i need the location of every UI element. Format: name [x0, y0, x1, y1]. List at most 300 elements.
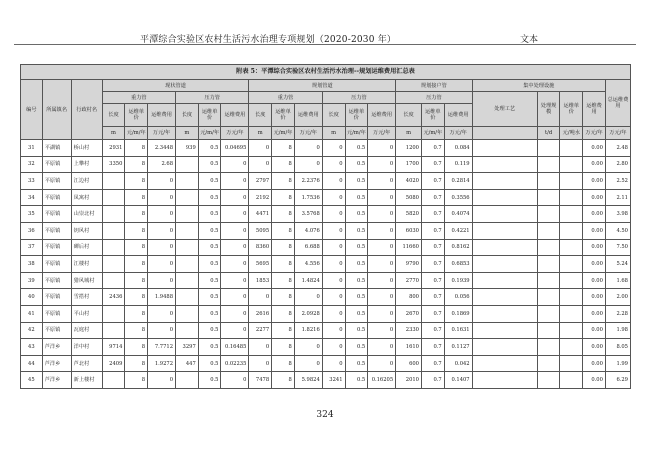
table-cell-c15: 0.6853 [444, 256, 472, 273]
table-cell-c2: 8 [125, 239, 148, 256]
table-cell-c6: 0 [221, 272, 249, 289]
table-cell-c14: 0.7 [421, 189, 444, 206]
table-cell-c7: 4471 [249, 206, 272, 223]
table-cell-town: 平原镇 [42, 305, 71, 322]
table-cell-c11: 0.5 [345, 189, 368, 206]
table-cell-c13: 5080 [396, 189, 422, 206]
table-cell-no: 31 [21, 140, 43, 157]
u-m: m [102, 127, 125, 140]
table-cell-no: 42 [21, 322, 43, 339]
table-cell-c13: 9790 [396, 256, 422, 273]
table-cell-c11: 0.5 [345, 173, 368, 190]
u-yuan-m: 元/m/年 [198, 127, 221, 140]
table-cell-c14: 0.7 [421, 239, 444, 256]
table-cell-c1 [102, 189, 125, 206]
table-cell-c12: 0 [368, 206, 396, 223]
table-cell-c18 [560, 256, 583, 273]
table-cell-c10: 0 [322, 305, 345, 322]
table-cell-c17 [537, 189, 560, 206]
table-row [21, 305, 631, 322]
table-cell-c18 [560, 173, 583, 190]
table-cell-c19: 0.00 [583, 339, 606, 356]
table-cell-c17 [537, 222, 560, 239]
table-cell-c17 [537, 173, 560, 190]
table-cell-c2: 8 [125, 222, 148, 239]
col-facility-om-cost: 运维费用 [583, 92, 606, 127]
table-cell-c8: 8 [272, 189, 295, 206]
col-planned-pipes: 规划管道 [249, 80, 396, 92]
table-cell-c20: 2.11 [605, 189, 630, 206]
table-cell-c19: 0.00 [583, 140, 606, 157]
table-row [21, 289, 631, 306]
table-cell-c7: 0 [249, 339, 272, 356]
table-cell-c20: 8.05 [605, 339, 630, 356]
table-cell-c8: 8 [272, 156, 295, 173]
table-cell-c7: 5095 [249, 222, 272, 239]
table-cell-c9: 5.9824 [294, 372, 322, 389]
u-m: m [249, 127, 272, 140]
table-cell-c19: 0.00 [583, 206, 606, 223]
table-row [21, 140, 631, 157]
table-cell-c16 [472, 206, 537, 223]
table-cell-c6: 0 [221, 222, 249, 239]
h-om-cost: 运维费用 [444, 104, 472, 127]
table-cell-c5: 0.5 [198, 222, 221, 239]
table-cell-c1 [102, 222, 125, 239]
table-container [20, 64, 631, 389]
table-cell-c14: 0.7 [421, 206, 444, 223]
table-cell-c11: 0.5 [345, 222, 368, 239]
table-cell-c4: 447 [176, 355, 199, 372]
table-cell-c8: 8 [272, 173, 295, 190]
table-cell-c15: 0.4221 [444, 222, 472, 239]
table-cell-c5: 0.5 [198, 206, 221, 223]
table-cell-c7: 2616 [249, 305, 272, 322]
table-cell-c13: 6030 [396, 222, 422, 239]
om-cost-summary-table [20, 64, 631, 389]
table-cell-c9: 0 [294, 339, 322, 356]
table-cell-town: 平原镇 [42, 156, 71, 173]
table-cell-c20: 1.98 [605, 322, 630, 339]
table-cell-c16 [472, 355, 537, 372]
table-cell-c17 [537, 289, 560, 306]
table-cell-c4 [176, 239, 199, 256]
table-cell-c18 [560, 156, 583, 173]
table-cell-village: 磹后村 [71, 239, 102, 256]
table-cell-c9: 0 [294, 289, 322, 306]
table-cell-c20: 2.48 [605, 140, 630, 157]
table-cell-c15: 0.119 [444, 156, 472, 173]
table-cell-c8: 8 [272, 339, 295, 356]
table-cell-c15: 0.1631 [444, 322, 472, 339]
table-cell-c12: 0 [368, 305, 396, 322]
table-cell-c8: 8 [272, 140, 295, 157]
table-cell-c2: 8 [125, 140, 148, 157]
table-cell-village: 猎风城村 [71, 272, 102, 289]
table-cell-village: 雪搭村 [71, 289, 102, 306]
table-cell-c14: 0.7 [421, 339, 444, 356]
table-cell-c7: 5695 [249, 256, 272, 273]
table-cell-c18 [560, 355, 583, 372]
table-cell-c14: 0.7 [421, 322, 444, 339]
table-cell-c17 [537, 339, 560, 356]
col-serial: 编号 [21, 80, 43, 140]
u-wan: 万元/年 [444, 127, 472, 140]
table-cell-c4 [176, 272, 199, 289]
table-cell-c2: 8 [125, 189, 148, 206]
table-cell-c12: 0 [368, 322, 396, 339]
table-cell-c13: 4020 [396, 173, 422, 190]
table-cell-town: 平原镇 [42, 239, 71, 256]
table-cell-c4 [176, 189, 199, 206]
table-cell-c7: 7478 [249, 372, 272, 389]
table-cell-c1 [102, 173, 125, 190]
u-yuan-t: 元/吨水 [560, 127, 583, 140]
table-cell-c13: 5820 [396, 206, 422, 223]
table-cell-c15: 0.2814 [444, 173, 472, 190]
table-cell-c18 [560, 206, 583, 223]
col-total-cost: 总运维费用 [605, 80, 630, 127]
page-header [0, 0, 650, 44]
h-unit-cost: 运维单价 [198, 104, 221, 127]
col-planned-house-pipes: 规划接户管 [396, 80, 472, 92]
table-cell-c20: 2.80 [605, 156, 630, 173]
table-cell-c14: 0.7 [421, 156, 444, 173]
table-cell-c11: 0.5 [345, 239, 368, 256]
h-unit-cost: 运维单价 [272, 104, 295, 127]
table-cell-c18 [560, 322, 583, 339]
table-cell-c6: 0 [221, 372, 249, 389]
table-caption: 附表 5：平潭综合实验区农村生活污水治理--规划运维费用汇总表 [21, 65, 631, 80]
table-cell-c20: 7.50 [605, 239, 630, 256]
table-cell-c1: 9714 [102, 339, 125, 356]
table-cell-c16 [472, 272, 537, 289]
table-cell-c5: 0.5 [198, 322, 221, 339]
table-cell-c5: 0.5 [198, 305, 221, 322]
table-cell-c4 [176, 289, 199, 306]
table-cell-c10: 0 [322, 239, 345, 256]
table-cell-c11: 0.5 [345, 289, 368, 306]
table-cell-c11: 0.5 [345, 322, 368, 339]
table-cell-c19: 0.00 [583, 156, 606, 173]
table-cell-c16 [472, 305, 537, 322]
table-cell-c19: 0.00 [583, 239, 606, 256]
table-cell-c10: 0 [322, 189, 345, 206]
table-cell-c17 [537, 372, 560, 389]
table-cell-c13: 1200 [396, 140, 422, 157]
table-cell-c10: 0 [322, 140, 345, 157]
table-cell-c3: 1.9272 [148, 355, 176, 372]
table-cell-c10: 0 [322, 339, 345, 356]
planned-pressure: 压力管 [322, 92, 395, 104]
table-cell-c14: 0.7 [421, 372, 444, 389]
col-facility-unit-cost: 运维单价 [560, 92, 583, 127]
table-cell-c6: 0 [221, 206, 249, 223]
table-cell-no: 33 [21, 173, 43, 190]
table-cell-c10: 0 [322, 272, 345, 289]
table-cell-c15: 0.8162 [444, 239, 472, 256]
table-cell-village: 凤寓村 [71, 189, 102, 206]
existing-gravity: 重力管 [102, 92, 175, 104]
table-cell-c1: 2436 [102, 289, 125, 306]
table-cell-c2: 8 [125, 339, 148, 356]
table-cell-c8: 8 [272, 355, 295, 372]
table-cell-c15: 0.1939 [444, 272, 472, 289]
table-cell-c15: 0.042 [444, 355, 472, 372]
table-row [21, 339, 631, 356]
table-cell-c16 [472, 339, 537, 356]
table-cell-town: 平原镇 [42, 322, 71, 339]
table-cell-town: 芦洋乡 [42, 339, 71, 356]
table-cell-c1 [102, 256, 125, 273]
table-cell-c5: 0.5 [198, 256, 221, 273]
table-cell-c18 [560, 305, 583, 322]
table-cell-c9: 1.8216 [294, 322, 322, 339]
table-cell-c16 [472, 372, 537, 389]
table-cell-c19: 0.00 [583, 256, 606, 273]
table-cell-c12: 0 [368, 256, 396, 273]
table-cell-c11: 0.5 [345, 372, 368, 389]
table-cell-c15: 0.4074 [444, 206, 472, 223]
table-cell-c3: 0 [148, 322, 176, 339]
table-cell-c14: 0.7 [421, 222, 444, 239]
table-cell-c19: 0.00 [583, 289, 606, 306]
table-cell-no: 41 [21, 305, 43, 322]
table-cell-c13: 2670 [396, 305, 422, 322]
table-cell-c7: 2797 [249, 173, 272, 190]
table-cell-c14: 0.7 [421, 173, 444, 190]
table-cell-c13: 600 [396, 355, 422, 372]
table-cell-c16 [472, 239, 537, 256]
table-cell-c19: 0.00 [583, 322, 606, 339]
table-cell-no: 37 [21, 239, 43, 256]
table-cell-c8: 8 [272, 322, 295, 339]
table-row [21, 206, 631, 223]
table-row [21, 322, 631, 339]
table-cell-c2: 8 [125, 206, 148, 223]
table-cell-c16 [472, 222, 537, 239]
table-cell-c6: 0.04695 [221, 140, 249, 157]
table-cell-no: 35 [21, 206, 43, 223]
table-cell-c16 [472, 189, 537, 206]
h-unit-cost: 运维单价 [421, 104, 444, 127]
table-row [21, 222, 631, 239]
table-cell-c6: 0 [221, 189, 249, 206]
h-length: 长度 [102, 104, 125, 127]
col-existing-pipes: 现状管道 [102, 80, 249, 92]
table-cell-c7: 0 [249, 355, 272, 372]
table-cell-c11: 0.5 [345, 140, 368, 157]
table-cell-c16 [472, 289, 537, 306]
table-cell-c18 [560, 289, 583, 306]
table-cell-c2: 8 [125, 156, 148, 173]
col-scale: 处理规模 [537, 92, 560, 127]
table-cell-no: 43 [21, 339, 43, 356]
table-cell-c11: 0.5 [345, 272, 368, 289]
table-cell-c3: 0 [148, 372, 176, 389]
u-yuan-m: 元/m/年 [272, 127, 295, 140]
u-wan: 万元/年 [221, 127, 249, 140]
table-cell-c17 [537, 322, 560, 339]
table-cell-c18 [560, 372, 583, 389]
u-m: m [176, 127, 199, 140]
table-cell-c12: 0 [368, 239, 396, 256]
table-cell-c19: 0.00 [583, 372, 606, 389]
table-cell-c2: 8 [125, 305, 148, 322]
table-cell-c17 [537, 206, 560, 223]
table-cell-no: 32 [21, 156, 43, 173]
table-cell-c3: 0 [148, 206, 176, 223]
table-cell-c3: 0 [148, 272, 176, 289]
table-cell-c20: 6.29 [605, 372, 630, 389]
table-cell-c13: 11660 [396, 239, 422, 256]
table-cell-c18 [560, 189, 583, 206]
table-cell-c15: 0.3556 [444, 189, 472, 206]
table-cell-c6: 0 [221, 289, 249, 306]
table-cell-c8: 8 [272, 222, 295, 239]
table-cell-c3: 2.3448 [148, 140, 176, 157]
table-cell-c10: 0 [322, 355, 345, 372]
table-cell-c1 [102, 372, 125, 389]
table-cell-village: 江边村 [71, 173, 102, 190]
table-cell-c12: 0 [368, 355, 396, 372]
table-cell-c6: 0.02235 [221, 355, 249, 372]
table-cell-c12: 0 [368, 173, 396, 190]
table-cell-c15: 0.1869 [444, 305, 472, 322]
table-cell-c8: 8 [272, 272, 295, 289]
table-cell-c2: 8 [125, 289, 148, 306]
header-rule [14, 44, 636, 45]
h-length: 长度 [322, 104, 345, 127]
page-number: 324 [316, 410, 334, 420]
table-cell-c20: 2.52 [605, 173, 630, 190]
table-cell-c19: 0.00 [583, 355, 606, 372]
table-cell-c4 [176, 173, 199, 190]
col-central-facility: 集中处理设施 [472, 80, 605, 92]
table-cell-c1: 3350 [102, 156, 125, 173]
table-cell-c4 [176, 256, 199, 273]
table-cell-c9: 3.5768 [294, 206, 322, 223]
u-yuan-m: 元/m/年 [421, 127, 444, 140]
table-cell-c1 [102, 305, 125, 322]
h-length: 长度 [176, 104, 199, 127]
table-cell-c4 [176, 305, 199, 322]
table-cell-c3: 0 [148, 239, 176, 256]
table-cell-c5: 0.5 [198, 339, 221, 356]
u-m: m [322, 127, 345, 140]
table-cell-c4 [176, 372, 199, 389]
table-cell-c12: 0 [368, 156, 396, 173]
table-cell-town: 平原镇 [42, 289, 71, 306]
table-cell-c8: 8 [272, 239, 295, 256]
h-unit-cost: 运维单价 [125, 104, 148, 127]
table-cell-c10: 0 [322, 206, 345, 223]
table-cell-c12: 0 [368, 272, 396, 289]
table-cell-c16 [472, 156, 537, 173]
h-length: 长度 [249, 104, 272, 127]
table-cell-c4 [176, 222, 199, 239]
table-cell-c17 [537, 156, 560, 173]
table-cell-c18 [560, 272, 583, 289]
table-cell-c1: 2409 [102, 355, 125, 372]
u-t: t/d [537, 127, 560, 140]
table-row [21, 173, 631, 190]
col-town: 所属镇名 [42, 80, 71, 140]
table-cell-c6: 0 [221, 156, 249, 173]
table-cell-c4 [176, 156, 199, 173]
table-cell-c3: 0 [148, 222, 176, 239]
table-cell-c8: 8 [272, 206, 295, 223]
table-cell-c19: 0.00 [583, 305, 606, 322]
table-cell-c8: 8 [272, 305, 295, 322]
table-cell-no: 39 [21, 272, 43, 289]
table-cell-c9: 1.7536 [294, 189, 322, 206]
table-cell-c12: 0 [368, 140, 396, 157]
document-title: 平潭综合实验区农村生活污水治理专项规划（2020-2030 年） [140, 35, 397, 45]
table-cell-no: 45 [21, 372, 43, 389]
table-cell-c4: 939 [176, 140, 199, 157]
table-cell-c7: 0 [249, 289, 272, 306]
table-cell-c6: 0 [221, 305, 249, 322]
u-wan: 万元/年 [605, 127, 630, 140]
table-cell-c16 [472, 322, 537, 339]
table-cell-c3: 0 [148, 189, 176, 206]
table-cell-c6: 0 [221, 256, 249, 273]
table-cell-c17 [537, 355, 560, 372]
table-cell-c20: 2.00 [605, 289, 630, 306]
table-row [21, 239, 631, 256]
table-cell-c7: 8360 [249, 239, 272, 256]
table-cell-village: 芦北村 [71, 355, 102, 372]
table-cell-no: 44 [21, 355, 43, 372]
table-cell-village: 山崇北村 [71, 206, 102, 223]
table-cell-c11: 0.5 [345, 206, 368, 223]
u-yuan-m: 元/m/年 [125, 127, 148, 140]
table-cell-village: 洋中村 [71, 339, 102, 356]
house-pressure: 压力管 [396, 92, 472, 104]
table-cell-village: 江楼村 [71, 256, 102, 273]
table-cell-c5: 0.5 [198, 272, 221, 289]
table-cell-c1 [102, 206, 125, 223]
table-cell-c2: 8 [125, 272, 148, 289]
h-om-cost: 运维费用 [221, 104, 249, 127]
table-cell-c10: 0 [322, 289, 345, 306]
table-cell-c13: 1610 [396, 339, 422, 356]
table-cell-c7: 0 [249, 140, 272, 157]
table-cell-c2: 8 [125, 256, 148, 273]
table-row [21, 272, 631, 289]
table-cell-town: 平原镇 [42, 256, 71, 273]
table-cell-c10: 0 [322, 173, 345, 190]
table-cell-c1 [102, 272, 125, 289]
table-cell-c3: 7.7712 [148, 339, 176, 356]
u-wan: 万元/年 [294, 127, 322, 140]
col-village: 行政村名 [71, 80, 102, 140]
table-cell-town: 平原镇 [42, 222, 71, 239]
table-cell-c7: 2277 [249, 322, 272, 339]
existing-pressure: 压力管 [176, 92, 249, 104]
table-cell-c6: 0 [221, 322, 249, 339]
table-cell-c20: 1.99 [605, 355, 630, 372]
table-cell-c10: 0 [322, 156, 345, 173]
table-cell-town: 平原镇 [42, 189, 71, 206]
table-cell-c14: 0.7 [421, 272, 444, 289]
table-cell-c8: 8 [272, 289, 295, 306]
table-row [21, 355, 631, 372]
h-om-cost: 运维费用 [368, 104, 396, 127]
table-cell-c17 [537, 256, 560, 273]
table-cell-c13: 1700 [396, 156, 422, 173]
